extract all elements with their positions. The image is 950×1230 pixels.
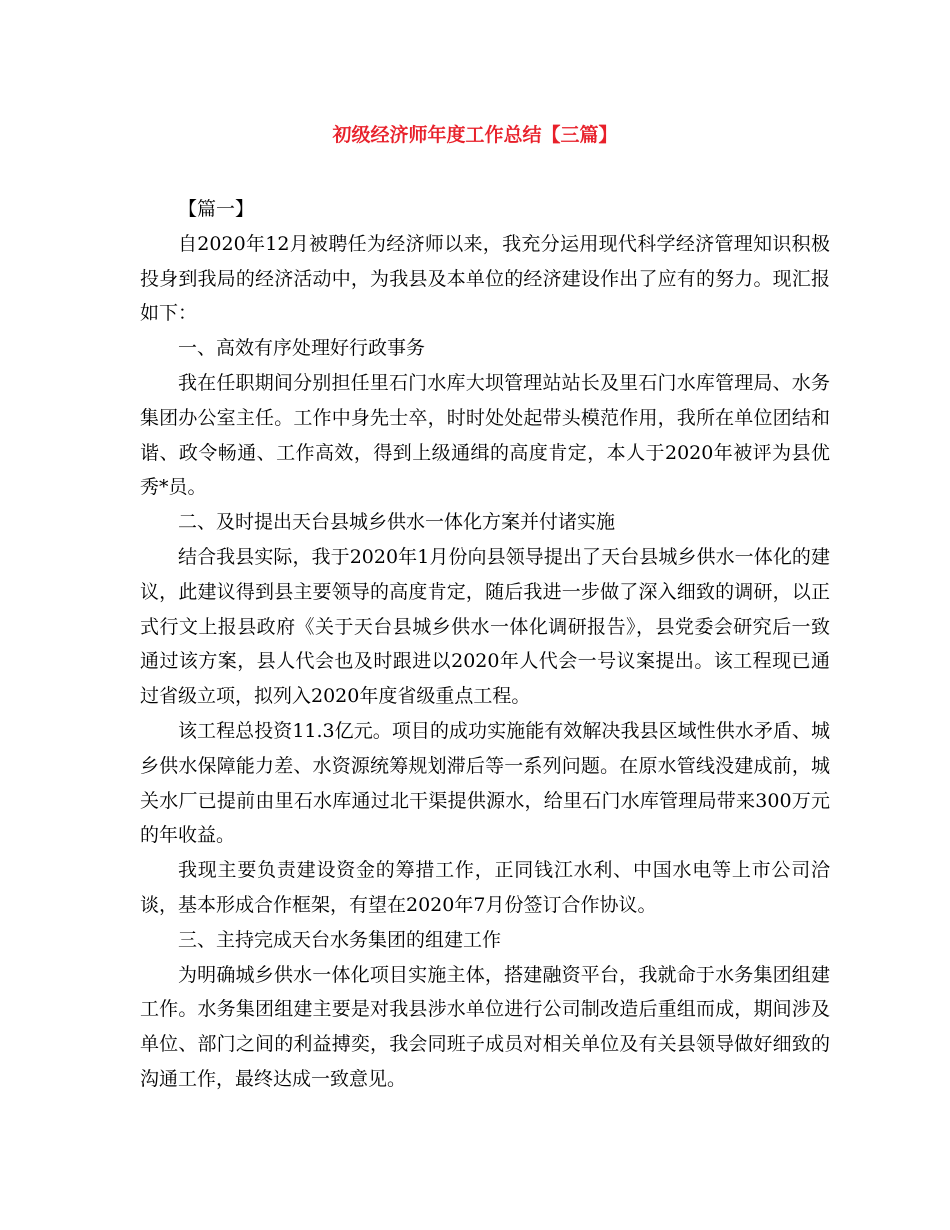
paragraph-2a: 结合我县实际，我于2020年1月份向县领导提出了天台县城乡供水一体化的建议，此建议得到县主要领导的高度肯定，随后我进一步做了深入细致的调研，以正式行文上报县政府《关于天台县城乡供水一体化调研报告》，县党委会研究后一致通过该方案，县人代会也及时跟进以2020年人代会一号议案提出。该工程现已通过省级立项，拟列入2020年度省级重点工程。	[140, 545, 830, 708]
document-body	[140, 192, 830, 1097]
paragraph-1: 我在任职期间分别担任里石门水库大坝管理站站长及里石门水库管理局、水务集团办公室主任。工作中身先士卒，时时处处起带头模范作用，我所在单位团结和谐、政令畅通、工作高效，得到上级通缉的高度肯定，本人于2020年被评为县优秀*员。	[140, 371, 830, 499]
document-title: 初级经济师年度工作总结【三篇】	[332, 124, 618, 146]
paragraph-intro: 自2020年12月被聘任为经济师以来，我充分运用现代科学经济管理知识积极投身到我局的经济活动中，为我县及本单位的经济建设作出了应有的努力。现汇报如下：	[140, 232, 830, 325]
heading-2: 二、及时提出天台县城乡供水一体化方案并付诸实施	[178, 511, 616, 534]
paragraph-2b: 该工程总投资11.3亿元。项目的成功实施能有效解决我县区域性供水矛盾、城乡供水保障能力差、水资源统筹规划滞后等一系列问题。在原水管线没建成前，城关水厂已提前由里石水库通过北干渠提供源水，给里石门水库管理局带来300万元的年收益。	[140, 719, 830, 847]
section-label: 【篇一】	[178, 198, 255, 220]
paragraph-2c: 我现主要负责建设资金的筹措工作，正同钱江水利、中国水电等上市公司洽谈，基本形成合作框架，有望在2020年7月份签订合作协议。	[140, 859, 830, 916]
paragraph-3: 为明确城乡供水一体化项目实施主体，搭建融资平台，我就命于水务集团组建工作。水务集团组建主要是对我县涉水单位进行公司制改造后重组而成，期间涉及单位、部门之间的利益搏奕，我会同班子成员对相关单位及有关县领导做好细致的沟通工作，最终达成一致意见。	[140, 963, 830, 1090]
heading-1: 一、高效有序处理好行政事务	[178, 337, 426, 360]
heading-3: 三、主持完成天台水务集团的组建工作	[178, 928, 502, 951]
